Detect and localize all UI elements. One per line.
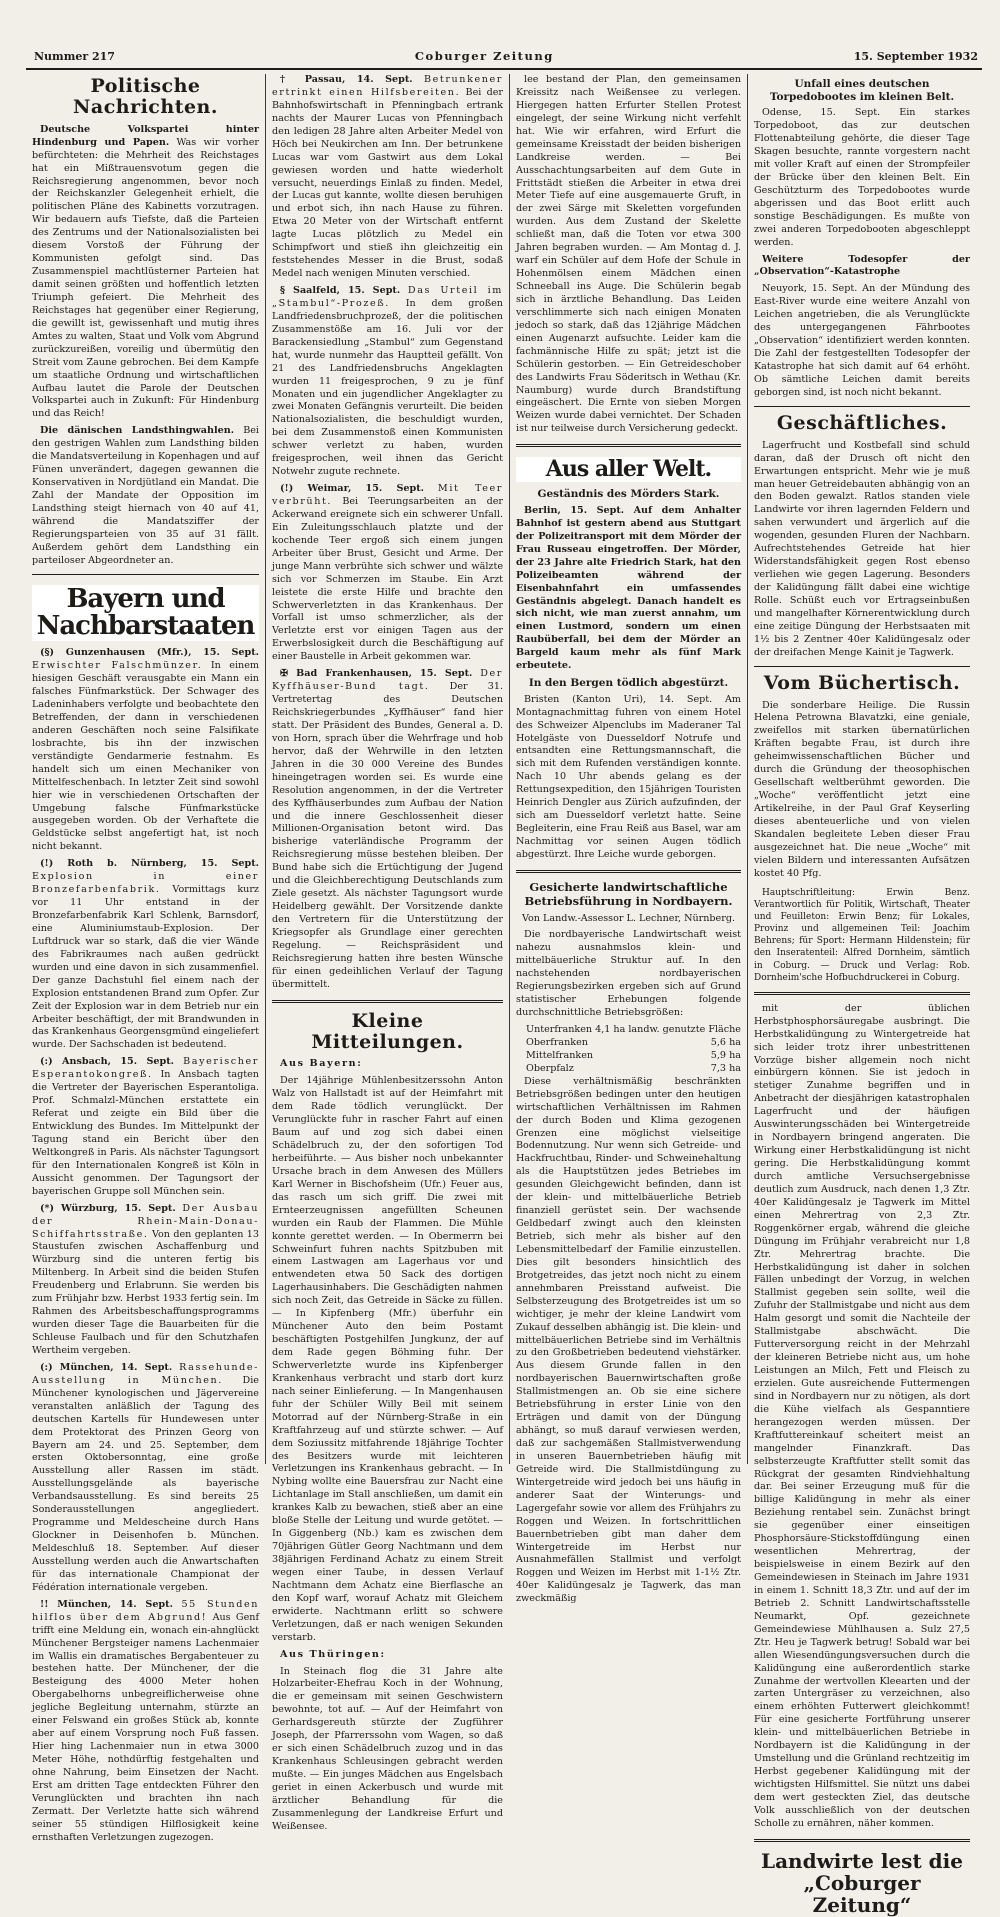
article-headline: Explosion in einer Bronzefarbenfabrik. bbox=[32, 871, 259, 896]
article-body: Lagerfrucht und Kostbefall sind schuld daran, daß der Drusch oft nicht den Erwartungen entspricht. Mehr wie je muß man heuer Getreidebauten abhängig von an den Boden gewalzt. Ratlos standen viele Landwirte vor ihren lagernden Feldern und sahen verwundert und ärgerlich auf die wogenden, gesunden Fluren der Nachbarn. Aufrechtstehendes Getreide hat hier Widerstandsfähigkeit gegen Rost ebenso verliehen wie gegen Lagerung. Besonders der Kalidüngung fällt dabei eine wichtige Rolle. Schüßt euch vor Ertragseinbußen und mangelhafter Körnerentwicklung durch eine zeitige Düngung der Herbstsaaten mit 1½ bis 2 Zentner 40er Kalidüngesalz oder der dreifachen Menge Kainit je Tagwerk. bbox=[754, 439, 970, 658]
article-body: In dem großen Landfriedensbruchprozeß, der die politischen Zusammenstöße am 16. Juli vor der Barackensiedlung „Stambul“ zum Gegenstand hat, wurde nunmehr das Hauptteil gefällt. Von 21 des Landfriedensbruchs Angeklagten wurden 11 freigesprochen, 9 zu je fünf Monaten und ein jugendlicher Angeklagter zu zwei Monaten Gefängnis verurteilt. Die beiden Nationalsozialisten, die beschuldigt wurden, bei dem Zusammenstoß einen Kommunisten schwer verletzt zu haben, wurden freigesprochen, weil ihnen das Gericht Notwehr zugute rechnete. bbox=[272, 297, 503, 478]
article-body: Bristen (Kanton Uri), 14. Sept. Am Montagnachmittag fuhren von einem Hotel des Schweizer Alpenclubs im Maderaner Tal Hotelgäste von Duesseldorf Notrufe und entsandten eine Rettungsmannschaft, die sich mit dem Rufenden verständigen konnte. Nach 10 Uhr abends gelang es der Rettungsexpedition, den 15jährigen Touristen Heinrich Dengler aus Zürich aufzufinden, der sich am Duesseldorf verletzt hatte. Seine Begleiterin, eine Frau Reiß aus Basel, war am Nachmittag vor seinen Augen tödlich abgestürzt. Ihre Leiche wurde geborgen. bbox=[516, 693, 741, 860]
column-1 bbox=[26, 74, 266, 1843]
table-row: Unterfranken 4,1 ha landw. genutzte Fläche bbox=[526, 1024, 741, 1035]
article-headline: Geständnis des Mörders Stark. bbox=[537, 488, 720, 501]
issue-date: 15. September 1932 bbox=[853, 50, 978, 64]
article-body: Die sonderbare Heilige. Die Russin Helena Petrowna Blavatzki, eine geniale, zweifellos mit starken übernatürlichen Kräften begabte Frau, ist durch ihre geheimwissenschaftlichen Bücher und durch die Gründung der theosophischen Gesellschaft weltberühmt geworden. Die „Woche“ veröffentlicht jetzt eine Artikelreihe, in der Paul Graf Keyserling dieses abenteuerliche und von vielen Skandalen begleitete Leben dieser Frau ausgezeichnet hat. Die neue „Woche“ mit vielen Bildern und interessanten Aufsätzen kostet 40 Pfg. bbox=[754, 699, 970, 879]
masthead bbox=[26, 14, 982, 70]
table-row: Oberfranken 5,6 ha bbox=[526, 1036, 741, 1048]
column-4 bbox=[748, 74, 976, 1917]
article-body: In Ansbach tagten die Vertreter der Bayerischen Esperantoliga. Prof. Schmalzl-München erstattete ein Referat und zeigte ein Bild über die Entwicklung des Bundes. Im Mittelpunkt der Tagung stand ein Bericht über den Weltkongreß in Paris. Als nächster Tagungsort für den Internationalen Kongreß ist Köln in Aussicht genommen. Der Tagungsort der bayerischen Gruppe soll München sein. bbox=[32, 1069, 259, 1197]
section-title-short-news: Kleine Mitteilungen. bbox=[311, 1009, 464, 1053]
imprint: Hauptschriftleitung: Erwin Benz. Verantwortlich für Politik, Wirtschaft, Theater und Feuilleton: Erwin Benz; für Lokales, Provinz und allgemeinen Teil: Joachim Behrens; für Sport: Hermann Hildenstein; für den Inseratenteil: Alfred Dornheim, sämtlich in Coburg. — Druck und Verlag: Rob. Dornheim'sche Hofbuchdruckerei in Coburg. bbox=[754, 887, 970, 983]
article-dateline: (!) Roth b. Nürnberg, 15. Sept. bbox=[40, 858, 259, 870]
article-body: Was wir vorher befürchteten: die Mehrheit des Reichstages hat ein Mißtrauensvotum gegen die Reichsregierung angenommen, bevor noch der Reichskanzler Gelegenheit erhielt, die politischen Pläne des Kabinetts vorzutragen. Wir bedauern aufs Tiefste, daß die Parteien des Zentrums und der Nationalsozialisten bei diesem Vorstoß der Führung der Kommunisten gefolgt sind. Das Zusammenspiel machtlüsterner Parteien hat damit seinen größten und hoffentlich letzten Triumph gefeiert. Die Mehrheit des Reichstages hat gegenüber einer Regierung, die gewillt ist, gewissenhaft und mutig ihres Amtes zu walten, Staat und Volk vom Abgrund zurückzureißen, voreilig und übermütig den Streit vom Zaune gebrochen. Bei dem Kampfe um staatliche Ordnung und wirtschaftlichen Aufbau lautet die Parole der Deutschen Volkspartei auch in Zukunft: Für Hindenburg und das Reich! bbox=[32, 136, 259, 420]
article-dateline: (*) Würzburg, 15. Sept. bbox=[40, 1202, 176, 1214]
article-dateline: (:) München, 14. Sept. bbox=[40, 1361, 173, 1373]
subsection-bavaria: Aus Bayern: bbox=[280, 1058, 363, 1070]
feature-body: Die nordbayerische Landwirtschaft weist nahezu ausnahmslos klein- und mittelbäuerliche Struktur auf. In den nachstehenden nordbayerischen Regierungsbezirken ergeben sich auf Grund statistischer Erhebungen folgende durchschnittliche Betriebsgrößen: bbox=[516, 929, 741, 1019]
article-body: In einem hiesigen Geschäft verausgabte ein Mann ein falsches Fünfmarkstück. Der Schwager des Ladeninhabers verfolgte und beobachtete den Betreffenden, der dann in verschiedenen anderen Geschäften noch seine Falsifikate losbrachte, bis ihn der inzwischen verständigte Gendarmerie festnahm. Es handelt sich um einen Mechaniker von Mittelfeschenbach. In letzter Zeit sind sowohl hier wie in verschiedenen Ortschaften der Umgebung falsche Fünfmarkstücke ausgegeben worden. Ob der Verhaftete die Geldstücke selbst angefertigt hat, ist noch nicht bekannt. bbox=[32, 660, 259, 853]
article-headline: Erwischter Falschmünzer. bbox=[32, 660, 203, 672]
feature-headline: Gesicherte landwirtschaftliche Betriebsführung in Nordbayern. bbox=[524, 879, 733, 908]
farm-size-table bbox=[516, 1024, 741, 1076]
article-dateline: † Passau, 14. Sept. bbox=[280, 74, 413, 85]
article-headline: Rassehunde-Ausstellung in München. bbox=[32, 1361, 259, 1386]
article-body: Odense, 15. Sept. Ein starkes Torpedoboot, das zur deutschen Flottenabteilung gehörte, die dieser Tage Skagen besuchte, rannte vorgestern nacht mit voller Kraft auf einen der Strompfeiler der Brücke über den kleinen Belt. Ein Geschützturm des Torpedobootes wurde abgerissen und das Boot erlitt auch sonstige Beschädigungen. Es mußte von zwei anderen Torpedobooten abgeschleppt werden. bbox=[754, 107, 970, 248]
article-body: Bei Teerungsarbeiten an der Ackerwand ereignete sich ein schwerer Unfall. Ein Zuleitungsschlauch platzte und der kochende Teer ergoß sich einem jungen Arbeiter über Brust, Gesicht und Arme. Der junge Mann verbrühte sich schwer und wälzte sich vor Schmerzen im Staube. Ein Arzt leistete die erste Hilfe und brachte den Schwerverletzten in das Krankenhaus. Der Vorfall ist umso schmerzlicher, als der Verletzte erst vor einigen Tagen aus der Erwerbslosigkeit durch die Beschäftigung auf einer Baustelle in Arbeit gekommen war. bbox=[272, 496, 503, 663]
article-headline: Mit Teer verbrüht. bbox=[272, 483, 503, 507]
article-headline: Unfall eines deutschen Torpedobootes im kleinen Belt. bbox=[769, 78, 955, 103]
article-headline: Der Ausbau der Rhein-Main-Donau-Schiffahrtsstraße. bbox=[32, 1202, 259, 1240]
article-dateline: ✠ Bad Frankenhausen, 15. Sept. bbox=[280, 668, 473, 680]
article-body: Von den geplanten 13 Staustufen zwischen Aschaffenburg und Würzburg sind die unteren fertig bis Miltenberg. In Arbeit sind die beiden Stufen Freudenberg und Erlabrunn. Sie werden bis zum Frühjahr bzw. Herbst 1933 fertig sein. Im Rahmen des Arbeitsbeschaffungsprogramms wurden dieser Tage die Bauarbeiten für die Schleuse Faulbach und für den Schutzhafen Wertheim vergeben. bbox=[32, 1228, 259, 1356]
article-headline: 55 Stunden hilflos über dem Abgrund! bbox=[32, 1598, 259, 1623]
article-body: Aus Genf trifft eine Meldung ein, wonach ein-ahnglückt Münchener Bergsteiger namens Lachenmaier im Wallis ein dramatisches Bergabenteuer zu bestehen hatte. Der Münchener, der die Besteigung des 4000 Meter hohen Obergabelhorns unbegreiflicherweise ohne jegliche Begleitung unternahm, stürzte an einer Felswand ein großes Stück ab, konnte aber auf einem Vorsprung noch Fuß fassen. Hier hing Lachenmaier nun in etwa 3000 Meter Höhe, nothdürftig festgehalten und ohne Nahrung, beim Einsetzen der Nacht. Erst am dritten Tage entdeckten Führer den Verunglückten und brachten ihn nach Zermatt. Der Verletzte hatte sich während seiner 55 stündigen Hilflosigkeit keine ernsthaften Verletzungen zugezogen. bbox=[32, 1611, 259, 1843]
section-title-politics: Politische Nachrichten. bbox=[73, 75, 218, 118]
article-headline: Die dänischen Landsthingwahlen. bbox=[40, 425, 235, 437]
article-headline: Bayerischer Esperantokongreß. bbox=[32, 1056, 259, 1081]
feature-author: Von Landw.-Assessor L. Lechner, Nürnberg. bbox=[521, 912, 736, 924]
article-body: Neuyork, 15. Sept. An der Mündung des East-River wurde eine weitere Anzahl von Leichen angetrieben, die als Verunglückte des untergegangenen Fährbootes „Observation“ identifiziert werden konnten. Die Zahl der festgestellten Todesopfer der Katastrophe hat sich damit auf 64 erhöht. Ob sämtliche Leichen damit bereits geborgen sind, ist noch nicht bekannt. bbox=[754, 283, 970, 398]
article-headline: Deutsche Volkspartei hinter Hindenburg und Papen. bbox=[32, 123, 259, 148]
article-body: Berlin, 15. Sept. Auf dem Anhalter Bahnhof ist gestern abend aus Stuttgart der Polizeitransport mit dem Mörder der Frau Russeau eingetroffen. Der Mörder, der 23 Jahre alte Friedrich Stark, hat den Polizeibeamten während der Eisenbahnfahrt ein umfassendes Geständnis abgelegt. Danach handelt es sich nicht, wie man zuerst annahm, um einen Lustmord, sondern um einen Raubüberfall, bei dem der Mörder an Bargeld kaum mehr als fünf Mark erbeutete. bbox=[516, 504, 741, 672]
article-dateline: (!) Weimar, 15. Sept. bbox=[280, 483, 424, 495]
section-title-business: Geschäftliches. bbox=[776, 411, 948, 434]
closing-advert: Landwirte lest die „Coburger Zeitung“ bbox=[761, 1848, 963, 1917]
table-row: Mittelfranken 5,9 ha bbox=[526, 1049, 741, 1061]
subsection-thuringia: Aus Thüringen: bbox=[280, 1648, 386, 1660]
section-title-world: Aus aller Welt. bbox=[516, 457, 741, 482]
article-headline: In den Bergen tödlich abgestürzt. bbox=[528, 677, 729, 690]
columns bbox=[26, 74, 982, 1917]
article-body: Der 31. Vertretertag des Deutschen Reichskriegerbundes „Kyffhäuser“ fand hier statt. Der Präsident des Bundes, General a. D. von Horn, sprach über die Wehrfrage und hob hervor, daß der Wehrwille in den letzten Jahren in die 30 000 Vereine des Bundes hineingetragen worden sei. Es wurde eine Resolution angenommen, in der die Vertreter des Kyffhäuserbundes zum Aufbau der Nation und die innere Geschlossenheit dieser Millionen-Organisation betont wird. Das bisherige vaterländische Programm der Reichsregierung müsse bestehen bleiben. Der Bund habe sich die Ertüchtigung der Jugend und die Gleichberechtigung Deutschlands zum Ziele gesetzt. Als nächster Tagungsort wurde Heidelberg gewählt. Der Vorsitzende dankte den Vertretern für die Unterstützung der Kriegsopfer als Grundlage einer gerechten Regelung. — Reichspräsident und Reichsregierung hatten ihre besten Wünsche für einen gedeihlichen Verlauf der Tagung übermittelt. bbox=[272, 681, 503, 990]
newspaper-name: Coburger Zeitung bbox=[414, 49, 554, 64]
column-2 bbox=[266, 74, 510, 1832]
article-body: Bei den gestrigen Wahlen zum Landsthing bilden die Mandatsverteilung in Kopenhagen und auf Fünen unverändert, dagegen gewannen die Konservativen in Nordjütland ein Mandat. Die Zahl der Mandate der Opposition im Landsthing steigt hiernach von 40 auf 41, während die Mandatsziffer der Regierungsparteien von 35 auf 31 fällt. Außerdem gehört dem Landsthing ein parteiloser Abgeordneter an. bbox=[32, 425, 259, 566]
article-headline: Das Urteil im „Stambul“-Prozeß. bbox=[272, 285, 504, 309]
article-body: lee bestand der Plan, den gemeinsamen Kreissitz nach Weißensee zu verlegen. Hiergegen hatten Erfurter Stellen Protest eingelegt, der seine Wirkung nicht verfehlt hat. Wie wir erfahren, wird Erfurt die gemeinsame Kreisstadt der beiden bisherigen Landkreise werden. — Bei Ausschachtungsarbeiten auf dem Gute in Frittstädt stießen die Arbeiter in etwa drei Meter Tiefe auf eine ausgemauerte Gruft, in der zwei Särge mit Skeletten vorgefunden wurden. Aus dem Zustand der Skelette schließt man, daß die Toten vor etwa 300 Jahren begraben wurden. — Am Montag d. J. warf ein Schüler auf dem Hofe der Schule in Hohenmölsen einem Mädchen einen Schneeball ins Auge. Die Schülerin begab sich in ärztliche Behandlung. Das Leiden verschlimmerte sich nach einigen Monaten jedoch so stark, daß das 12jährige Mädchen einen Augenarzt aufsuchte. Leider kam die fachmännische Hilfe zu spät; jetzt ist die Schülerin gestorben. — Ein Getreideschober des Landwirts Frau Söderitsch in Wethau (Kr. Naumburg) wurde durch Brandstiftung eingeäschert. Die Ernte von sieben Morgen Weizen wurde dabei vernichtet. Der Schaden ist nur teilweise durch Versicherung gedeckt. bbox=[516, 74, 741, 435]
article-headline: Der Kyffhäuser-Bund tagt. bbox=[272, 668, 503, 693]
feature-body: mit der üblichen Herbstphosphorsäuregabe ausbringt. Die Herbstkalidüngung zu Wintergetreide hat sich leider trotz ihrer unbestrittenen Vorzüge bisher allgemein noch nicht einbürgern können. Sie ist jedoch in stetiger Zunahme begriffen und in Anbetracht der diesjährigen katastrophalen Lagerfrucht und der häufigen Auswinterungsschäden bei Wintergetreide in Nordbayern bringend angeraten. Die Wirkung einer Herbstkalidüngung ist nicht gering. Die Herbstkalidüngung kommt durch amtliche Versuchsergebnisse deutlich zum Ausdruck, nach denen 1,3 Ztr. 40er Kalidüngesalz je Tagwerk im Mittel einen Mehrertrag von 2,3 Ztr. Roggenkörner ergab, während die gleiche Düngung im Frühjahr verabreicht nur 1,8 Ztr. Mehrertrag brachte. Die Herbstkalidüngung ist daher in solchen Fällen unbedingt der Vorzug, in welchen Stallmist gegeben sein sollte, weil die Zufuhr der Stallmistgabe und nicht aus dem Halm gesorgt und somit die Nachteile der Stallmistgabe abschwächt. Die Futterversorgung reicht in der Mehrzahl der kleineren Betriebe nicht aus, um hohe Leistungen an Milch, Fett und Fleisch zu erzielen. Gute ausreichende Futtermengen sind in Nordbayern nur zu nötigen, als dort die Kühe vielfach als Gespanntiere herangezogen werden müssen. Der Kraftfuttereinkauf scheitert meist an mangelnder Finanzkraft. Das selbsterzeugte Kraftfutter stellt somit das Rückgrat der gesamten Rindviehhaltung dar. Bei seiner Erzeugung muß für die billige Kalidüngung in mehr als einer Beziehung rentabel sein. Zunächst bringt sie gegenüber einer einseitigen Phosphorsäure-Stickstoffdüngung einen wesentlichen Mehrertrag, der beispielsweise in einem Bezirk auf den Gemeindewiesen in Steinach im Jahre 1931 in einem 1. Schnitt 18,3 Ztr. und auf der im Betrieb 2. Schnitt Landwirtschaftsstelle Neumarkt, Opf. gezeichnete Gemeindewiese Mühlhausen a. Sulz 27,5 Ztr. Heu je Tagwerk betrug! Sobald war bei allen Wiesendüngungsversuchen durch die Kalidüngung eine außerordentlich starke Zunahme der wertvollen Kleearten und der zarten Untergräser zu verzeichnen, also einem erhöhten Futterwert gleichkommt! Für eine gesicherte Fortführung unserer klein- und mittelbäuerlichen Betriebe in Nordbayern ist die Kalidüngung in der Umstellung und die Grünland rechtzeitig im Herbst gegebener Kalidüngung mit der wichtigsten Hilfsmittel. Sie nützt uns dabei dem wert gesteckten Ziel, das deutsche Volk ausschließlich von der deutschen Scholle zu ernähren, näher kommen. bbox=[754, 1002, 970, 1829]
article-headline: Betrunkener ertrinkt einen Hilfsbereiten. bbox=[272, 74, 503, 98]
issue-number: Nummer 217 bbox=[34, 50, 115, 64]
article-dateline: (§) Gunzenhausen (Mfr.), 15. Sept. bbox=[40, 647, 259, 659]
article-headline: Weitere Todesopfer der „Observation“-Katastrophe bbox=[754, 253, 970, 278]
feature-body: Diese verhältnismäßig beschränkten Betriebsgrößen bedingen unter den heutigen wirtschaftlichen Verhältnissen im Rahmen der durch Boden und Klima gezogenen Grenzen eine möglichst vielseitige Bodennutzung. Nur wenn sich Getreide- und Hackfruchtbau, Rinder- und Schweinehaltung als die Hauptstützen jedes Betriebes im gesunden Gleichgewicht befinden, dann ist der klein- und mittelbäuerliche Betrieb finanziell gerüstet sein. Der wachsende Geldbedarf zwingt auch den kleinsten Betrieb, sich mehr als bisher auf den Lebensmittelbedarf der Familie einzustellen. Dies gilt besonders hinsichtlich des Brotgetreides, das jetzt noch nicht zu einem annehmbaren Preisstand aufweist. Die Selbsterzeugung des Brotgetreides ist um so wichtiger, je mehr der kleine Landwirt vom Zukauf desselben abhängig ist. Die klein- und mittelbäuerlichen Betriebe sind im Verhältnis zu den Großbetrieben bedeutend viehstärker. Aus diesem Grunde fallen in den nordbayerischen Bauernwirtschaften große Stallmistmengen an. Ob sie eine sichere Betriebsführung in erster Linie von den Erträgen und damit von der Düngung abhängt, so muß darauf verwiesen werden, daß zur sachgemäßen Stallmistverwendung in unseren Bauernbetrieben häufig mit Getreide wird. Die Stallmistdüngung zu Wintergetreide wird jedoch bei uns häufig in anderer Saat der Winterungs- und Lagergefahr sowie vor allem des Frühjahrs zu Roggen und Weizen. In fortschrittlichen Bauernbetrieben gibt man daher dem Wintergetreide im Herbst nur Ausnahmefällen Stallmist und verfolgt Roggen und Weizen im Herbst mit 1-1½ Ztr. 40er Kalidüngesalz je Tagwerk, das man zweckmäßig bbox=[516, 1075, 741, 1605]
table-row: Oberpfalz 7,3 ha bbox=[526, 1062, 741, 1074]
article-body: Die Münchener kynologischen und Jägervereine veranstalten anläßlich der Tagung des deutschen Kartells für Hundewesen unter dem Protektorat des Prinzen Georg von Bayern am 24. und 25. September, dem ersten Oktobersonntag, eine große Ausstellung aller Rassen im städt. Ausstellungsgelände als bayerische Verbandsausstellung. Es sind bereits 25 Sonderausstellungen angegliedert. Programme und Meldescheine durch Hans Glockner in Deisenhofen b. München. Meldeschluß 18. September. Auf dieser Ausstellung werden auch die Anwartschaften für das internationale Championat der Fédération internationale vergeben. bbox=[32, 1374, 259, 1593]
column-3 bbox=[510, 74, 748, 1605]
article-body: Der 14jährige Mühlenbesitzerssohn Anton Walz von Hallstadt ist auf der Heimfahrt mit dem Rade tödlich verunglückt. Der Verunglückte fuhr in rascher Fahrt auf einen Baum auf und zog sich dabei einen Schädelbruch zu, der den sofortigen Tod herbeiführte. — Aus bisher noch unbekannter Ursache brach in dem Anwesen des Müllers Karl Werner in Bischofsheim (Ufr.) Feuer aus, das rasch um sich griff. Die zwei mit Ernteerzeugnissen angefüllten Scheunen wurden ein Raub der Flammen. Die Mühle konnte gerettet werden. — In Obermerrn bei Schweinfurt fuhren nachts Spitzbuben mit einem Lastwagen am Lagerhaus vor und entwendeten etwa 50 Sack des dortigen Lagerhausinhabers. Die Geschädigten nahmen sich noch Zeit, das Getreide in Säcke zu füllen. — In Kipfenberg (Mfr.) überfuhr ein Münchener Auto den beim Postamt beschäftigten Postgehilfen Jungkunz, der auf dem Rade gegen Böhming fuhr. Der Schwerverletzte wurde ins Kipfenberger Krankenhaus verbracht und starb dort kurz nach seiner Einlieferung. — In Mangenhausen fuhr der Schüler Willy Beil mit seinem Motorrad auf der Nürnberg-Straße in ein Kraftfahrzeug auf und stürzte schwer. — Auf dem Soziussitz mitfahrende 18jährige Tochter des Besitzers wurde mit leichteren Verletzungen ins Krankenhaus gebracht. — In Nybing wollte eine Bauersfrau zur Nacht eine Lichtanlage im Stall anschließen, um damit ein krankes Kalb zu bewachen, stieß aber an eine bloße Stelle der Leitung und wurde getötet. — In Giggenberg (Nb.) kam es zwischen dem 70jährigen Gütler Georg Nachtmann und dem 38jährigen Ferdinand Achatz zu einem Streit wegen einer Taube, in dessen Verlauf Nachtmann dem Achatz eine Bierflasche an den Kopf warf, worauf Achatz mit Gleichem erwiderte. Nachtmann erlitt so schwere Verletzungen, daß er nach wenigen Sekunden verstarb. bbox=[272, 1075, 503, 1643]
article-body: Vormittags kurz vor 11 Uhr entstand in der Bronzefarbenfabrik Karl Schlenk, Barnsdorf, eine Aluminiumstaub-Explosion. Der Luftdruck war so stark, daß die vier Wände des Fabrikraumes nach außen gedrückt wurden und eine davon in sich zusammenfiel. Der ganze Dachstuhl fiel einem nach der Explosion entstandenen Brand zum Opfer. Zur Zeit der Explosion war in dem Betrieb nur ein Arbeiter beschäftigt, der mit Brandwunden in das Krankenhaus Georgensgmünd eingeliefert wurde. Der Sachschaden ist bedeutend. bbox=[32, 884, 259, 1051]
section-title-bavaria: Bayern und Nachbarstaaten bbox=[32, 585, 259, 642]
article-dateline: § Saalfeld, 15. Sept. bbox=[280, 285, 401, 296]
article-body: Bei der Bahnhofswirtschaft in Pfenningbach ertrank nachts der Maurer Lucas von Pfenningbach den ledigen 28 Jahre alten Arbeiter Medel von Höch bei Neukirchen am Inn. Der betrunkene Lucas war vom Gastwirt aus dem Lokal gewiesen worden und hatte wiederholt versucht, neuerdings Einlaß zu finden. Medel, der Lucas gut kannte, wollte diesen beruhigen und erbot sich, ihn nach Hause zu führen. Etwa 20 Meter von der Wirtschaft entfernt lagte Lucas plötzlich zu Medel ein Schimpfwort und stieß ihn gleichzeitig ein feststehendes Messer in die Brust, sodaß Medel nach wenigen Minuten verschied. bbox=[272, 86, 503, 280]
article-dateline: !! München, 14. Sept. bbox=[40, 1598, 173, 1610]
section-title-books: Vom Büchertisch. bbox=[763, 671, 961, 694]
article-body: In Steinach flog die 31 Jahre alte Holzarbeiter-Ehefrau Koch in der Wohnung, die er gemeinsam mit seinen Geschwistern bewohnte, tot auf. — Auf der Heimfahrt von Gerhardsgereuth stürzte der Zugführer Joseph, der Pfarrerssohn vom Wagen, so daß er sich einen Schädelbruch zuzog und in das Krankenhaus Schleusingen gebracht werden mußte. — Ein junges Mädchen aus Engelsbach geriet in einen Ackerbusch und wurde mit ärztlicher Behandlung für die Zusammenlegung der Landkreise Erfurt und Weißensee. bbox=[272, 1665, 503, 1832]
article-dateline: (:) Ansbach, 15. Sept. bbox=[40, 1056, 174, 1068]
